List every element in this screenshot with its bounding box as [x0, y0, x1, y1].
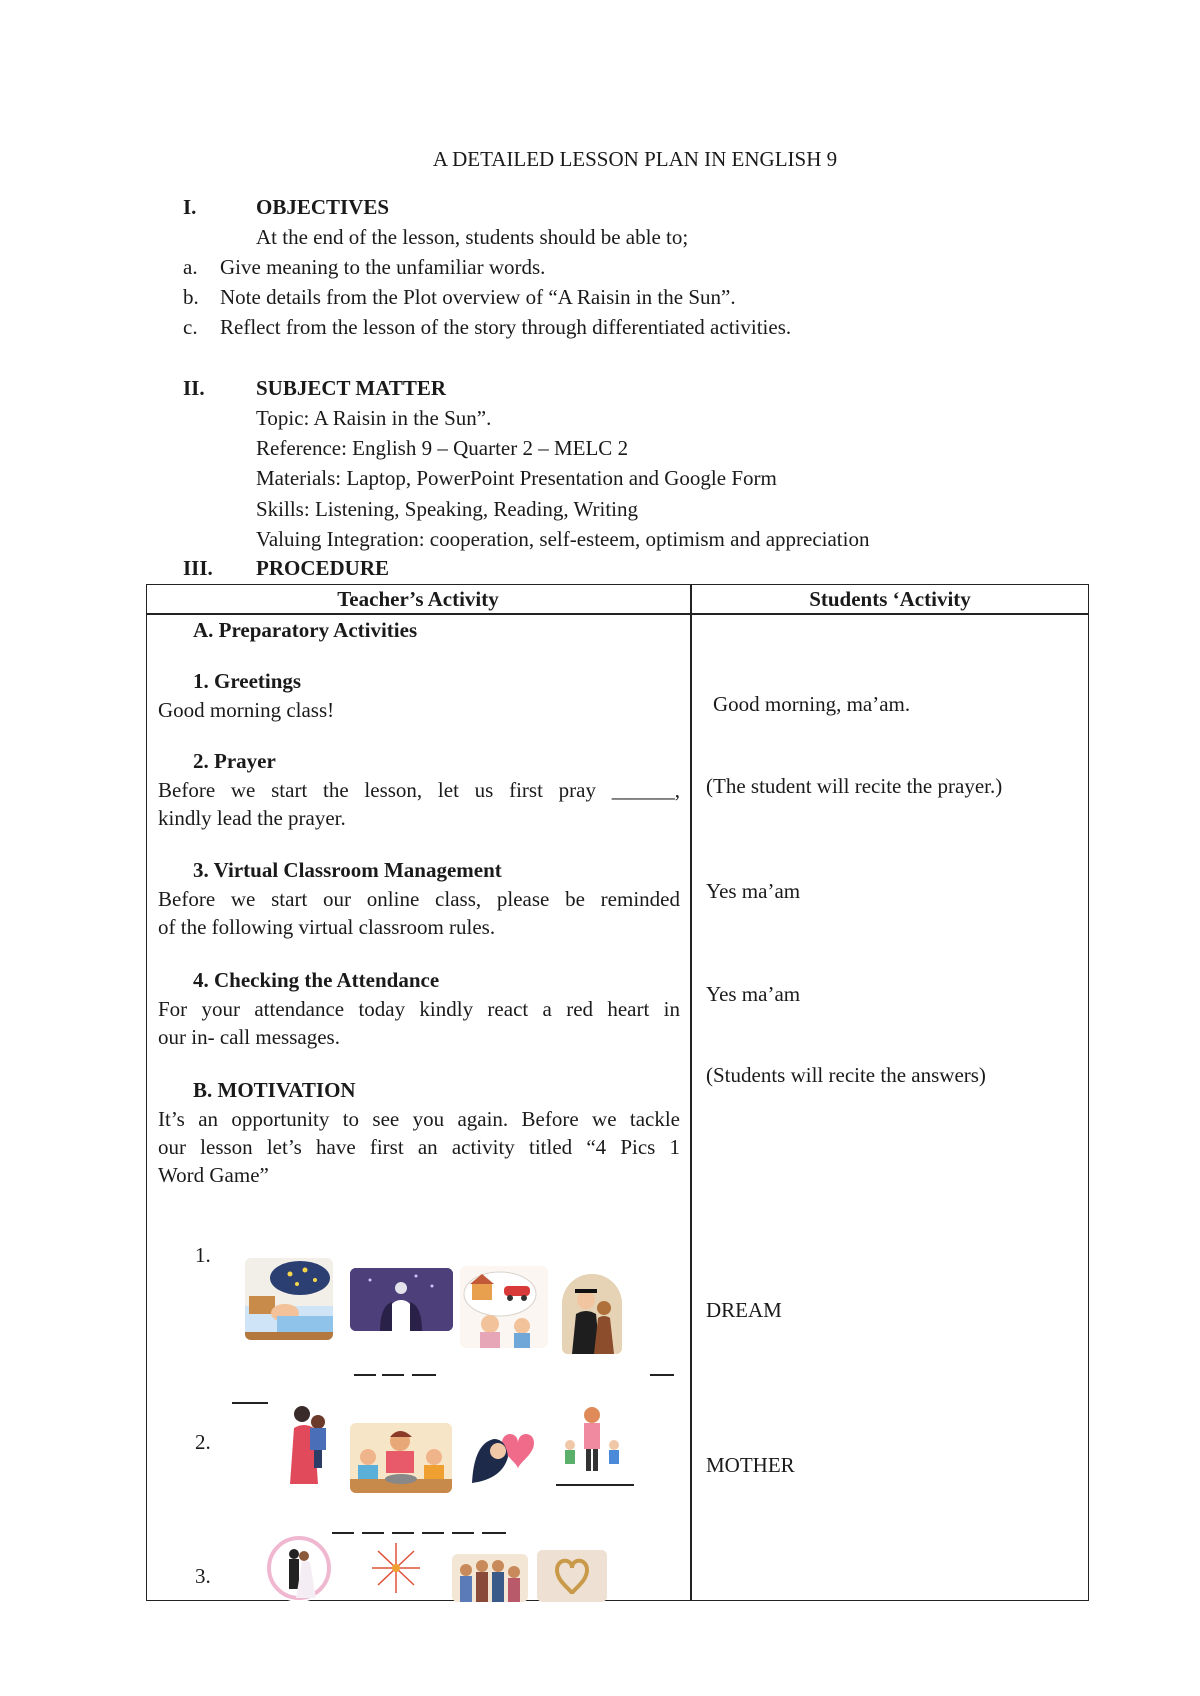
answer-blank [482, 1532, 506, 1534]
objective-letter: a. [183, 255, 198, 279]
objective-letter: b. [183, 285, 199, 309]
vcm-text-line: of the following virtual classroom rules. [158, 915, 496, 939]
vcm-title: 3. Virtual Classroom Management [193, 858, 502, 882]
puzzle-answer: MOTHER [706, 1453, 795, 1477]
answer-blank [332, 1532, 354, 1534]
greetings-text: Good morning class! [158, 698, 335, 722]
subject-skills: Skills: Listening, Speaking, Reading, Writing [256, 497, 638, 521]
rings-heart-picture [537, 1550, 607, 1602]
document-title: A DETAILED LESSON PLAN IN ENGLISH 9 [432, 147, 838, 171]
attendance-title: 4. Checking the Attendance [193, 968, 440, 992]
subject-materials: Materials: Laptop, PowerPoint Presentation and Google Form [256, 466, 777, 490]
wedding-couple-picture [266, 1534, 332, 1602]
motivation-title: B. MOTIVATION [193, 1078, 356, 1102]
subject-reference: Reference: English 9 – Quarter 2 – MELC 2 [256, 436, 629, 460]
motivation-response: (Students will recite the answers) [706, 1063, 986, 1087]
subject-matter-number: II. [183, 376, 205, 400]
answer-blank [412, 1374, 436, 1376]
answer-blank [232, 1402, 268, 1404]
objective-item: Note details from the Plot overview of “A Raisin in the Sun”. [220, 285, 736, 309]
vcm-response: Yes ma’am [706, 879, 801, 903]
subject-topic: Topic: A Raisin in the Sun”. [256, 406, 492, 430]
graduation-dream-picture [562, 1274, 622, 1354]
attendance-text-line: For your attendance today kindly react a red heart in [158, 997, 680, 1021]
answer-blank [382, 1374, 404, 1376]
prayer-text-line: Before we start the lesson, let us first pray ______, [158, 778, 680, 802]
section-preparatory: A. Preparatory Activities [193, 618, 418, 642]
motivation-text-line: our lesson let’s have first an activity titled “4 Pics 1 [158, 1135, 680, 1159]
procedure-number: III. [183, 556, 213, 580]
answer-blank [362, 1532, 384, 1534]
puzzle-number: 1. [195, 1243, 211, 1267]
attendance-text-line: our in- call messages. [158, 1025, 340, 1049]
vcm-text-line: Before we start our online class, please be reminded [158, 887, 680, 911]
objective-item: Give meaning to the unfamiliar words. [220, 255, 546, 279]
answer-blank [392, 1532, 414, 1534]
puzzle-number: 2. [195, 1430, 211, 1454]
answer-blank [556, 1484, 634, 1486]
objectives-heading: OBJECTIVES [256, 195, 390, 219]
teacher-column-header: Teacher’s Activity [337, 587, 499, 611]
answer-blank [452, 1532, 474, 1534]
subject-valuing: Valuing Integration: cooperation, self-esteem, optimism and appreciation [256, 527, 870, 551]
greetings-response: Good morning, ma’am. [713, 692, 911, 716]
objectives-number: I. [183, 195, 197, 219]
puzzle-answer: DREAM [706, 1298, 782, 1322]
mother-hug-picture [284, 1404, 336, 1484]
prayer-response: (The student will recite the prayer.) [706, 774, 1003, 798]
motivation-text-line: It’s an opportunity to see you again. Before we tackle [158, 1107, 680, 1131]
answer-blank [650, 1374, 674, 1376]
objective-letter: c. [183, 315, 198, 339]
mother-children-picture [552, 1405, 632, 1481]
greetings-title: 1. Greetings [193, 669, 302, 693]
attendance-response: Yes ma’am [706, 982, 801, 1006]
puzzle-number: 3. [195, 1564, 211, 1588]
fireworks-picture [364, 1539, 428, 1597]
mother-cooking-picture [350, 1423, 452, 1493]
answer-blank [422, 1532, 444, 1534]
family-group-picture [452, 1554, 528, 1602]
answer-blank [354, 1374, 376, 1376]
objectives-intro: At the end of the lesson, students should be able to; [256, 225, 689, 249]
prayer-title: 2. Prayer [193, 749, 276, 773]
objective-item: Reflect from the lesson of the story through differentiated activities. [220, 315, 792, 339]
motivation-text-line: Word Game” [158, 1163, 269, 1187]
table-column-divider [690, 584, 692, 1601]
girl-dreaming-picture [350, 1268, 453, 1331]
students-column-header: Students ‘Activity [809, 587, 971, 611]
mother-heart-picture [468, 1423, 540, 1487]
sleeping-dream-picture [245, 1258, 333, 1340]
prayer-text-line: kindly lead the prayer. [158, 806, 346, 830]
family-dream-picture [460, 1266, 548, 1348]
procedure-heading: PROCEDURE [256, 556, 390, 580]
subject-matter-heading: SUBJECT MATTER [256, 376, 447, 400]
